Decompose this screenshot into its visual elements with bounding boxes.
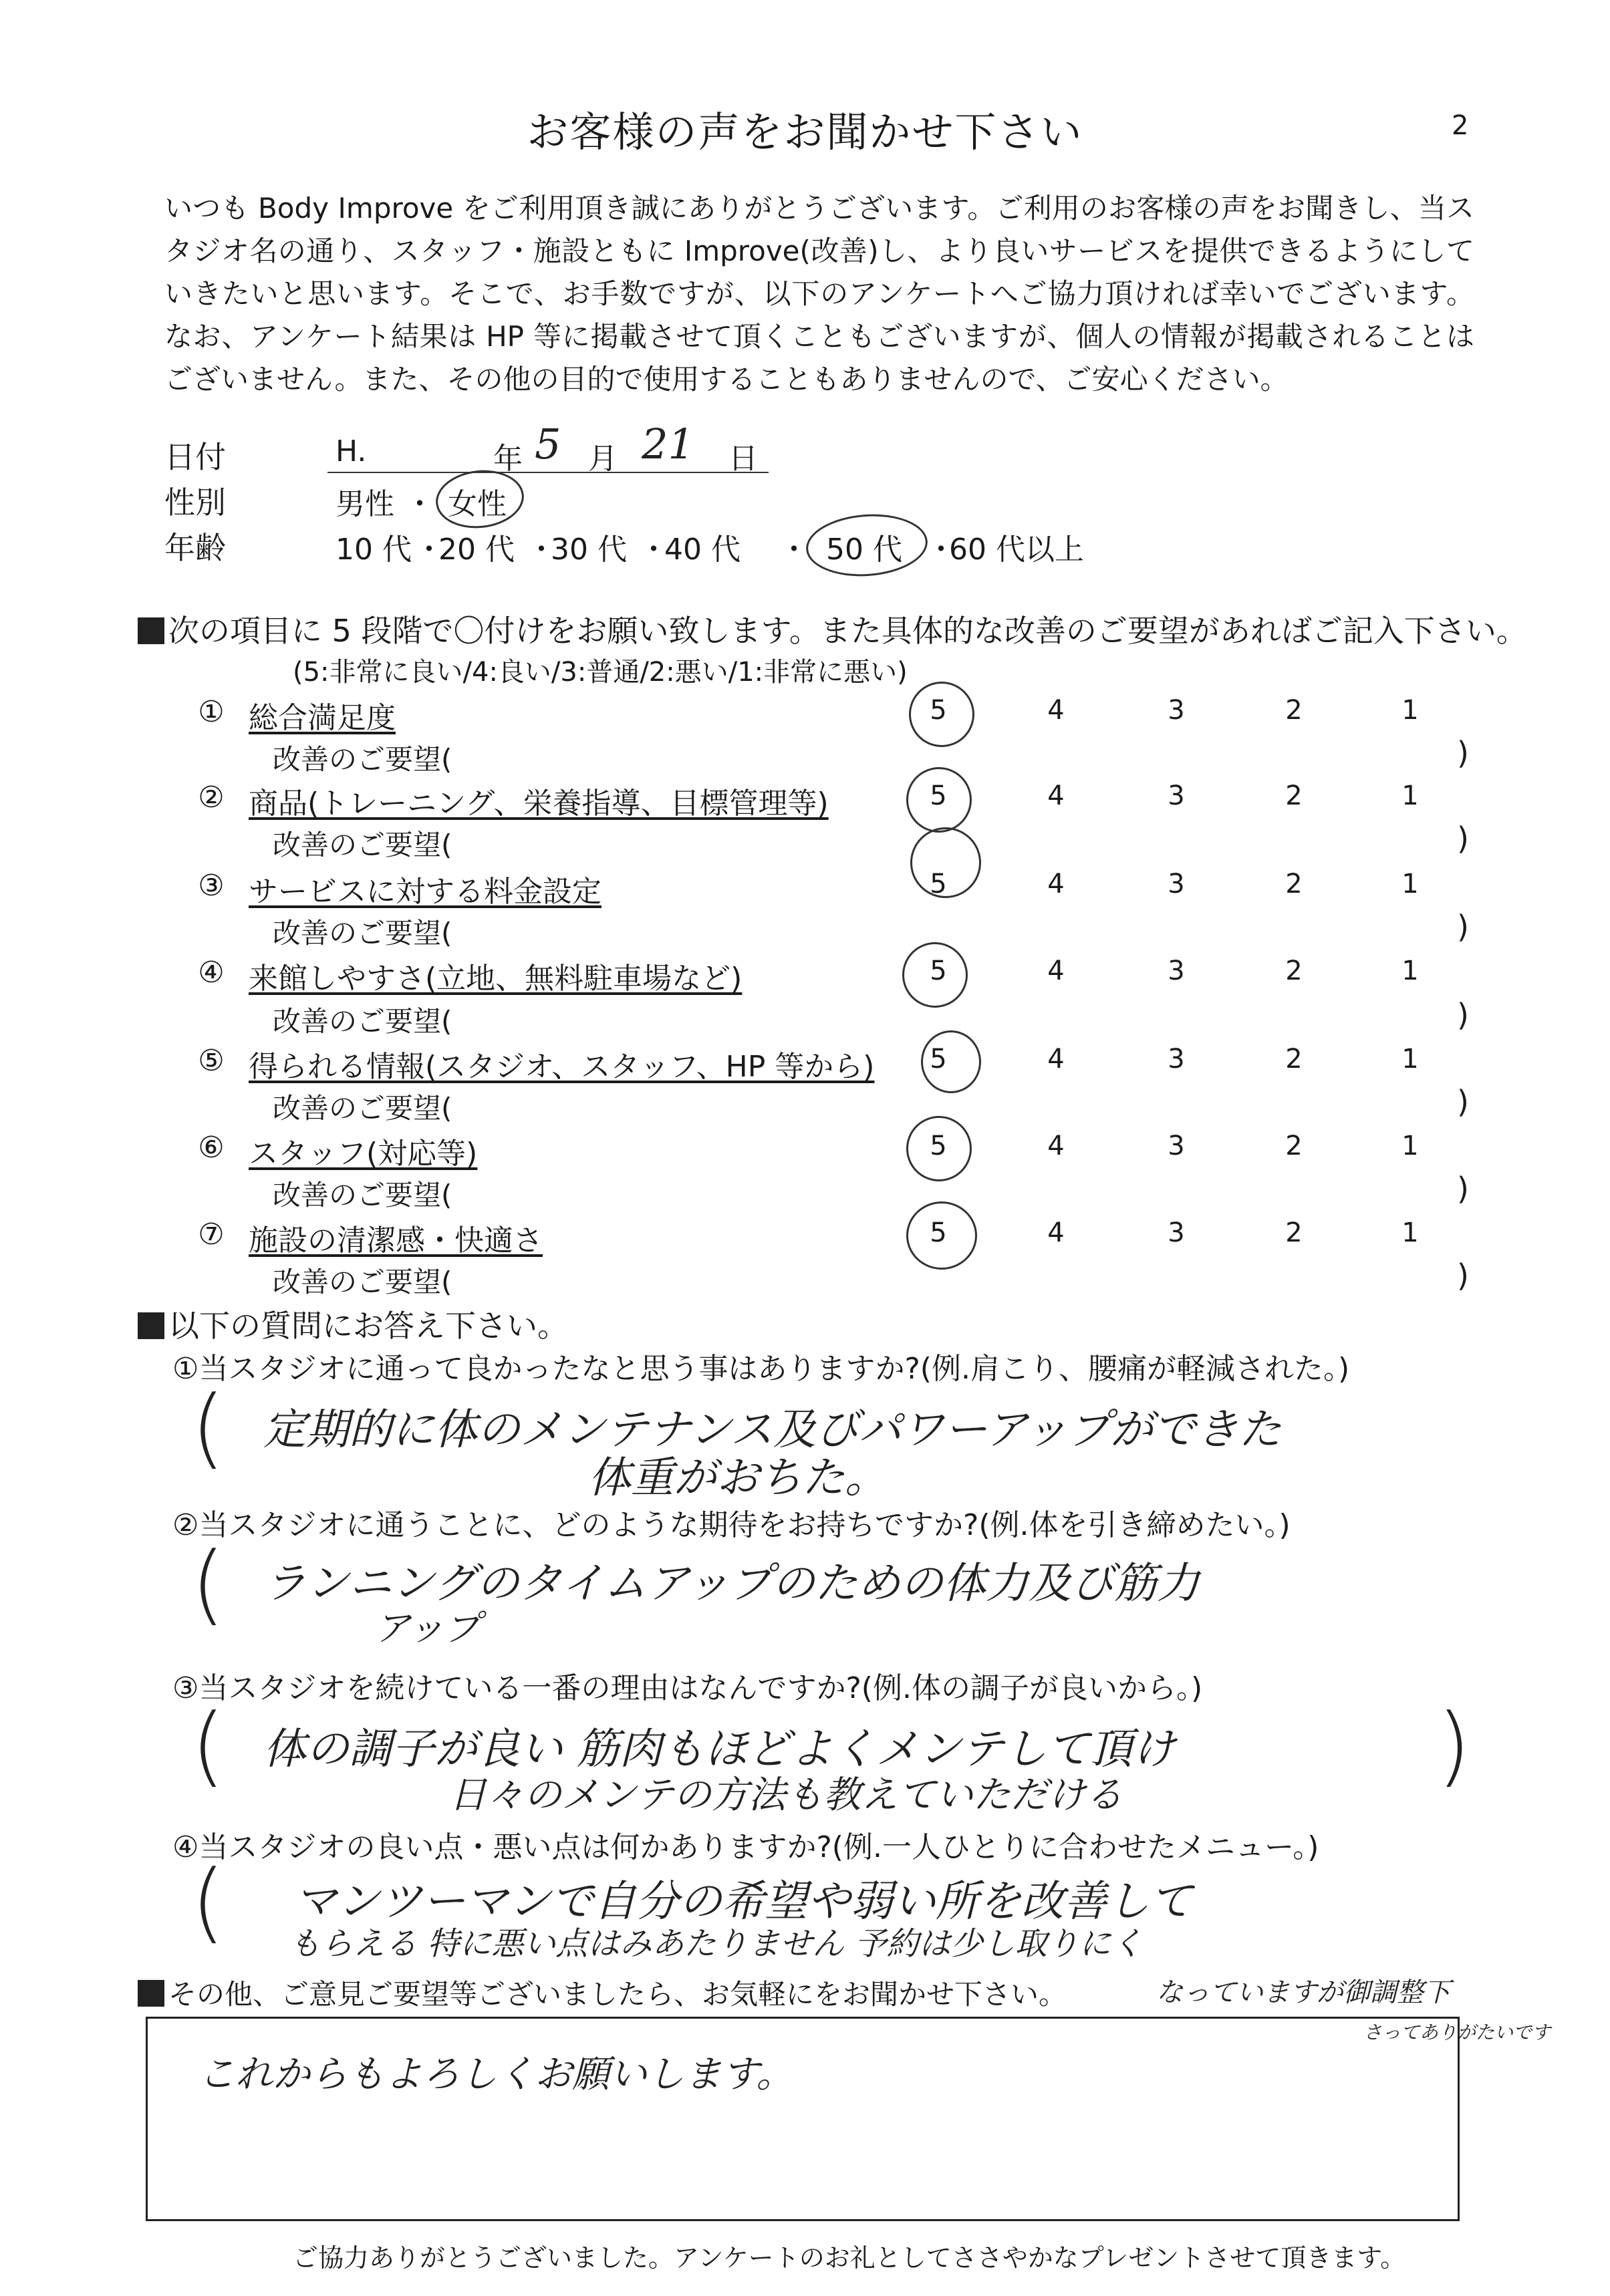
question-1-text: ①当スタジオに通って良かったなと思う事はありますか?(例.肩こり、腰痛が軽減された。)	[172, 1352, 1350, 1386]
footer-thanks: ご協力ありがとうございました。アンケートのお礼としてささやかなプレゼントさせて頂きます。	[293, 2243, 1406, 2273]
item-1-title: 総合満足度	[249, 701, 396, 735]
item-4-score-2[interactable]: 2	[1285, 956, 1303, 986]
item-3-score-1[interactable]: 1	[1401, 869, 1419, 899]
item-1-score-4[interactable]: 4	[1047, 695, 1065, 726]
item-7-request-field[interactable]	[488, 1258, 1450, 1295]
gender-label: 性別	[164, 484, 226, 521]
year-unit: 年	[493, 442, 523, 476]
item-3-request-label: 改善のご要望(	[273, 917, 452, 950]
age-option-40[interactable]: 40 代	[664, 533, 741, 567]
age-option-50[interactable]: 50 代	[826, 533, 902, 567]
item-3-score-3[interactable]: 3	[1168, 869, 1185, 899]
age-separator: ・	[414, 533, 444, 567]
item-7-score-4[interactable]: 4	[1047, 1217, 1065, 1248]
page-number: 2	[1452, 110, 1469, 141]
item-4-request-close: )	[1457, 997, 1469, 1033]
item-3-request-field[interactable]	[488, 909, 1450, 946]
item-4-score-4[interactable]: 4	[1047, 956, 1065, 986]
item-7-score-1[interactable]: 1	[1401, 1217, 1419, 1248]
question-1-answer-line1[interactable]: 定期的に体のメンテナンス及びパワーアップができた	[263, 1405, 1282, 1455]
item-5-request-label: 改善のご要望(	[273, 1092, 452, 1125]
comments-section-heading	[138, 1973, 1067, 2013]
age-separator: ・	[527, 533, 556, 567]
question-4-answer-line2[interactable]: もらえる 特に悪い点はみあたりません 予約は少し取りにく	[289, 1925, 1144, 1963]
item-6-number: ⑥	[198, 1131, 225, 1165]
item-7-number: ⑦	[198, 1217, 225, 1252]
question-2-text: ②当スタジオに通うことに、どのような期待をお持ちですか?(例.体を引き締めたい。)	[172, 1508, 1291, 1542]
question-1-answer-line2[interactable]: 体重がおちた。	[588, 1453, 888, 1503]
item-1-score-2[interactable]: 2	[1285, 695, 1303, 726]
date-day-value[interactable]: 21	[642, 420, 694, 468]
rating-section-heading	[138, 607, 1527, 651]
item-6-score-5[interactable]: 5	[930, 1131, 947, 1161]
question-2-answer-line2[interactable]: アップ	[374, 1607, 481, 1649]
question-2-answer-line1[interactable]: ランニングのタイムアップのための体力及び筋力	[263, 1559, 1200, 1608]
item-1-score-1[interactable]: 1	[1401, 695, 1419, 726]
question-1-open-paren: (	[191, 1377, 225, 1478]
comments-text[interactable]: これからもよろしくお願いします。	[198, 2053, 794, 2096]
item-7-title: 施設の清潔感・快適さ	[249, 1224, 543, 1258]
age-separator: ・	[639, 533, 668, 567]
item-2-request-close: )	[1457, 821, 1469, 857]
item-2-score-3[interactable]: 3	[1168, 780, 1185, 811]
item-5-request-close: )	[1457, 1084, 1469, 1120]
item-5-request-field[interactable]	[488, 1084, 1450, 1121]
item-7-score-5[interactable]: 5	[930, 1217, 947, 1248]
section-marker	[138, 617, 164, 644]
question-3-answer-line2[interactable]: 日々のメンテの方法も教えていただける	[449, 1773, 1123, 1817]
item-3-score-4[interactable]: 4	[1047, 869, 1065, 899]
item-2-score-2[interactable]: 2	[1285, 780, 1303, 811]
item-3-request-close: )	[1457, 909, 1469, 945]
item-1-score-3[interactable]: 3	[1168, 695, 1185, 726]
age-option-60-plus[interactable]: 60 代以上	[949, 533, 1084, 567]
item-5-score-4[interactable]: 4	[1047, 1044, 1065, 1074]
gender-option-female[interactable]: 女性	[448, 487, 507, 521]
gender-separator: ・	[405, 487, 434, 521]
item-6-score-1[interactable]: 1	[1401, 1131, 1419, 1161]
comments-heading-text: その他、ご意見ご要望等ございましたら、お気軽にをお聞かせ下さい。	[168, 1978, 1067, 2011]
question-3-answer-line1[interactable]: 体の調子が良い 筋肉もほどよくメンテして頂け	[263, 1725, 1176, 1774]
item-1-number: ①	[198, 695, 225, 729]
item-1-score-5[interactable]: 5	[930, 695, 947, 726]
item-2-score-4[interactable]: 4	[1047, 780, 1065, 811]
date-label: 日付	[164, 439, 226, 475]
item-3-selected-circle	[910, 827, 981, 898]
page-title: お客様の声をお聞かせ下さい	[527, 108, 1083, 156]
section-marker	[138, 1312, 164, 1339]
item-3-title: サービスに対する料金設定	[249, 875, 601, 909]
day-unit: 日	[728, 442, 758, 476]
item-2-score-1[interactable]: 1	[1401, 780, 1419, 811]
age-option-30[interactable]: 30 代	[551, 533, 627, 567]
item-6-request-field[interactable]	[488, 1171, 1450, 1208]
item-5-score-1[interactable]: 1	[1401, 1044, 1419, 1074]
item-1-request-label: 改善のご要望(	[273, 743, 452, 776]
item-6-score-4[interactable]: 4	[1047, 1131, 1065, 1161]
item-7-score-2[interactable]: 2	[1285, 1217, 1303, 1248]
section-marker	[138, 1980, 164, 2007]
item-3-number: ③	[198, 869, 225, 903]
age-option-20[interactable]: 20 代	[438, 533, 515, 567]
item-6-title: スタッフ(対応等)	[249, 1137, 478, 1171]
question-3-text: ③当スタジオを続けている一番の理由はなんですか?(例.体の調子が良いから。)	[172, 1671, 1203, 1705]
intro-paragraph: いつも Body Improve をご利用頂き誠にありがとうございます。ご利用のお客様の声をお聞きし、当スタジオ名の通り、スタッフ・施設ともに Improve(改善)し、より良いサービスを提供できるようにしていきたいと思います。そこで、お手数ですが、以下のアンケートへご協力頂ければ幸いでございます。なお、アンケート結果は HP 等に掲載させて頂くこともございますが、個人の情報が掲載されることはございません。また、その他の目的で使用することもありませんので、ご安心ください。	[164, 192, 1474, 396]
item-4-score-1[interactable]: 1	[1401, 956, 1419, 986]
item-6-request-close: )	[1457, 1171, 1469, 1207]
month-unit: 月	[588, 442, 618, 476]
question-4-answer-line4[interactable]: さってありがたいです	[1363, 2021, 1551, 2043]
item-6-score-2[interactable]: 2	[1285, 1131, 1303, 1161]
item-7-score-3[interactable]: 3	[1168, 1217, 1185, 1248]
item-4-score-3[interactable]: 3	[1168, 956, 1185, 986]
gender-option-male[interactable]: 男性	[336, 487, 394, 521]
scale-legend: (5:非常に良い/4:良い/3:普通/2:悪い/1:非常に悪い)	[293, 657, 908, 688]
date-underline	[327, 472, 769, 473]
item-2-request-label: 改善のご要望(	[273, 829, 452, 861]
item-2-number: ②	[198, 780, 225, 815]
item-5-number: ⑤	[198, 1044, 225, 1078]
question-4-open-paren: (	[191, 1851, 225, 1953]
age-option-10[interactable]: 10 代	[336, 533, 412, 567]
rating-heading-text: 次の項目に 5 段階で〇付けをお願い致します。また具体的な改善のご要望があればご記入下さい。	[168, 613, 1527, 649]
question-4-text: ④当スタジオの良い点・悪い点は何かありますか?(例.一人ひとりに合わせたメニュー。)	[172, 1830, 1319, 1864]
item-4-title: 来館しやすさ(立地、無料駐車場など)	[249, 962, 743, 996]
item-3-score-5[interactable]: 5	[930, 869, 947, 899]
item-5-score-5[interactable]: 5	[930, 1044, 947, 1074]
question-4-answer-line3[interactable]: なっていますが御調整下	[1156, 1977, 1450, 2008]
age-separator: ・	[779, 533, 809, 567]
item-7-request-close: )	[1457, 1258, 1469, 1294]
questions-heading-text: 以下の質問にお答え下さい。	[168, 1308, 568, 1344]
item-4-score-5[interactable]: 5	[930, 956, 947, 986]
item-4-request-label: 改善のご要望(	[273, 1005, 452, 1038]
age-separator: ・	[926, 533, 956, 567]
item-4-number: ④	[198, 956, 225, 990]
item-5-score-2[interactable]: 2	[1285, 1044, 1303, 1074]
question-4-answer-line1[interactable]: マンツーマンで自分の希望や弱い所を改善して	[294, 1877, 1192, 1926]
item-3-score-2[interactable]: 2	[1285, 869, 1303, 899]
item-1-request-close: )	[1457, 735, 1469, 771]
era-label: H.	[336, 434, 367, 468]
questions-section-heading	[138, 1302, 568, 1346]
age-selected-circle	[804, 511, 930, 580]
item-6-request-label: 改善のご要望(	[273, 1179, 452, 1211]
item-6-score-3[interactable]: 3	[1168, 1131, 1185, 1161]
item-4-request-field[interactable]	[488, 997, 1450, 1034]
intro-text	[164, 187, 1474, 401]
item-2-title: 商品(トレーニング、栄養指導、目標管理等)	[249, 786, 829, 821]
age-label: 年齢	[164, 530, 226, 566]
question-3-close-paren: )	[1437, 1695, 1471, 1796]
item-1-request-field[interactable]	[488, 735, 1450, 772]
item-7-request-label: 改善のご要望(	[273, 1266, 452, 1298]
item-5-score-3[interactable]: 3	[1168, 1044, 1185, 1074]
question-3-open-paren: (	[191, 1695, 225, 1796]
item-2-score-5[interactable]: 5	[930, 780, 947, 811]
item-5-title: 得られる情報(スタジオ、スタッフ、HP 等から)	[249, 1050, 875, 1084]
date-month-value[interactable]: 5	[535, 420, 561, 468]
question-2-open-paren: (	[191, 1533, 225, 1634]
